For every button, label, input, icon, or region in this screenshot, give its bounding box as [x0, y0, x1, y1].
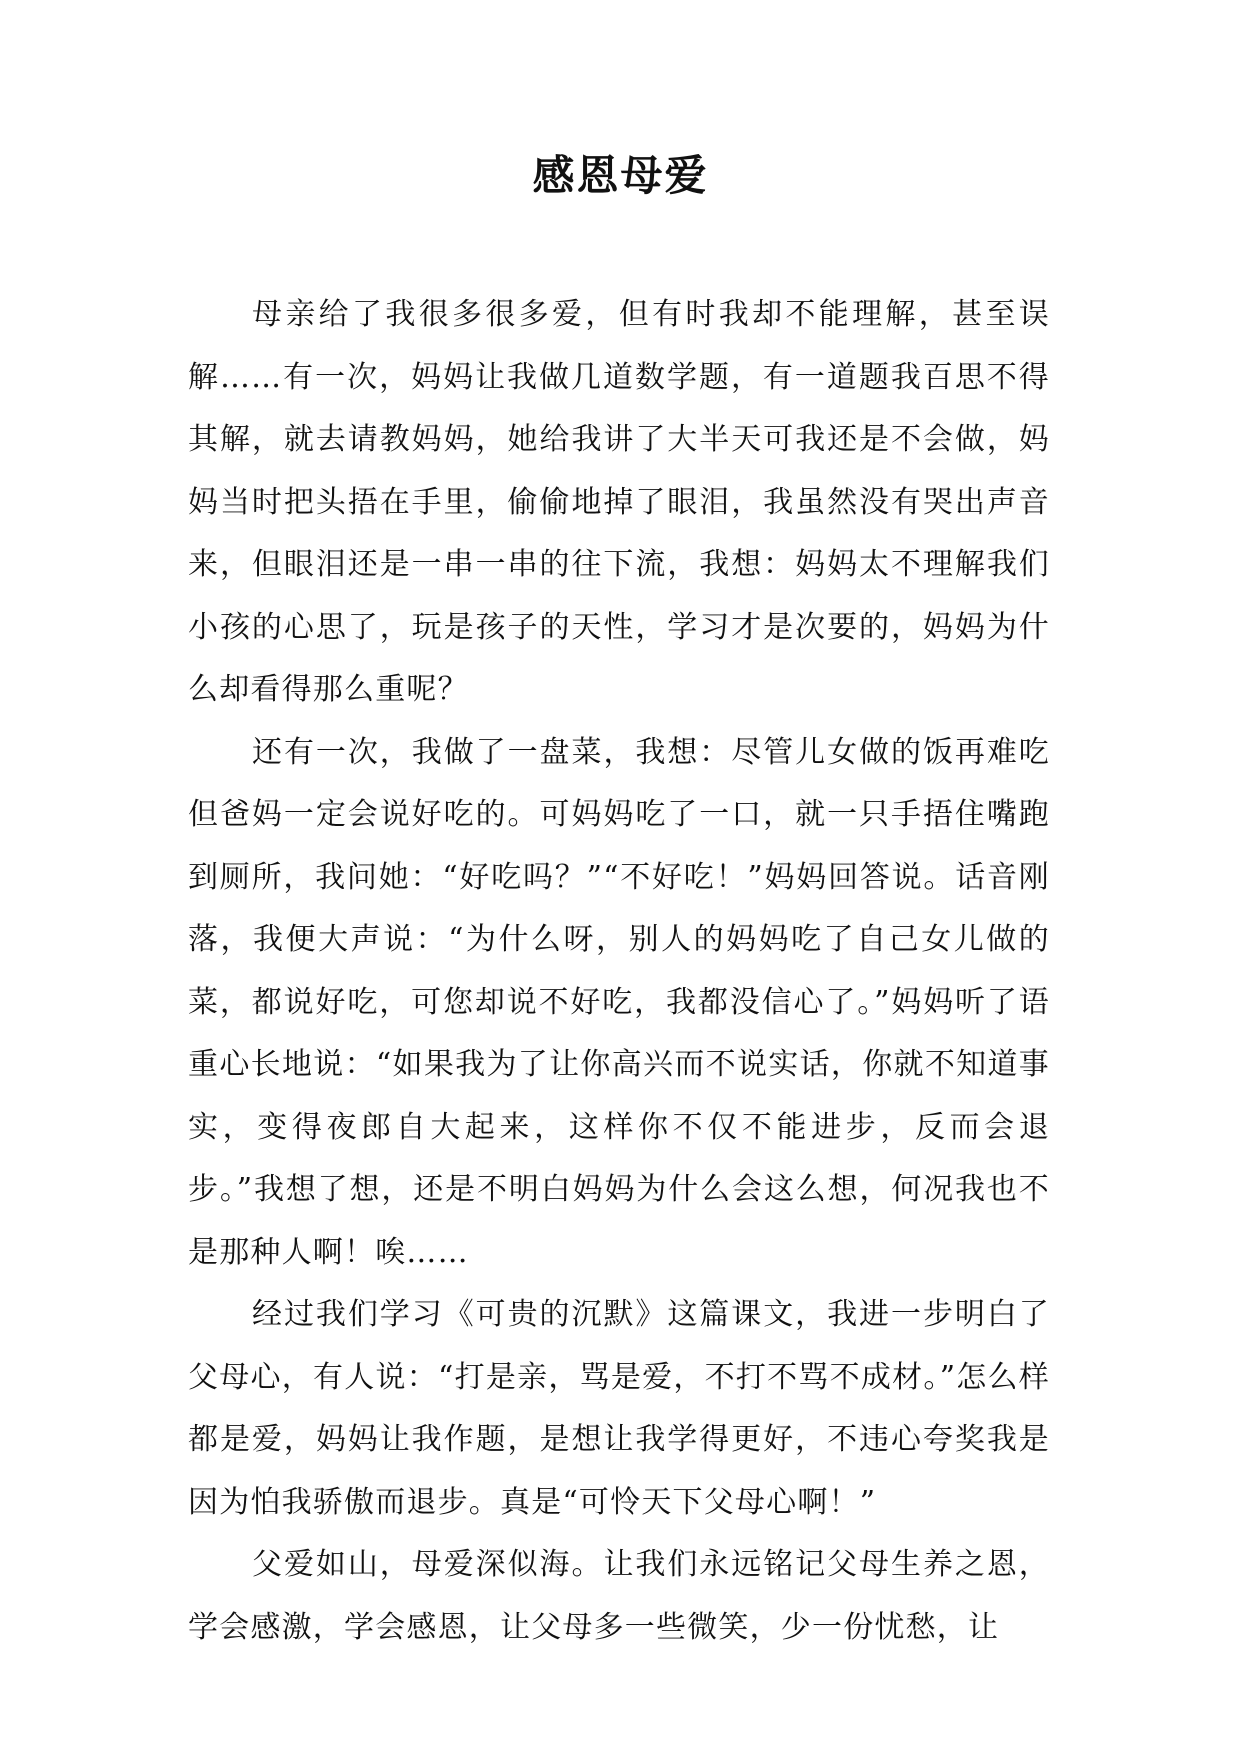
- document-title: 感恩母爱: [532, 151, 709, 200]
- paragraph-4: 父爱如山，母爱深似海。让我们永远铭记父母生养之恩，学会感激，学会感恩，让父母多一些微笑，少一份忧愁，让: [188, 1547, 1050, 1645]
- document-body: [188, 284, 1050, 1659]
- paragraph-3: 经过我们学习《可贵的沉默》这篇课文，我进一步明白了父母心，有人说：“打是亲，骂是爱，不打不骂不成材。”怎么样都是爱，妈妈让我作题，是想让我学得更好，不违心夸奖我是因为怕我骄傲而退步。真是“可怜天下父母心啊！”: [188, 1297, 1050, 1520]
- paragraph-1: 母亲给了我很多很多爱，但有时我却不能理解，甚至误解……有一次，妈妈让我做几道数学题，有一道题我百思不得其解，就去请教妈妈，她给我讲了大半天可我还是不会做，妈妈当时把头捂在手里，偷偷地掉了眼泪，我虽然没有哭出声音来，但眼泪还是一串一串的往下流，我想：妈妈太不理解我们小孩的心思了，玩是孩子的天性，学习才是次要的，妈妈为什么却看得那么重呢？: [188, 297, 1050, 707]
- paragraph-2: 还有一次，我做了一盘菜，我想：尽管儿女做的饭再难吃但爸妈一定会说好吃的。可妈妈吃了一口，就一只手捂住嘴跑到厕所，我问她：“好吃吗？”“不好吃！”妈妈回答说。话音刚落，我便大声说：“为什么呀，别人的妈妈吃了自己女儿做的菜，都说好吃，可您却说不好吃，我都没信心了。”妈妈听了语重心长地说：“如果我为了让你高兴而不说实话，你就不知道事实，变得夜郎自大起来，这样你不仅不能进步，反而会退步。”我想了想，还是不明白妈妈为什么会这么想，何况我也不是那种人啊！唉……: [188, 734, 1050, 1270]
